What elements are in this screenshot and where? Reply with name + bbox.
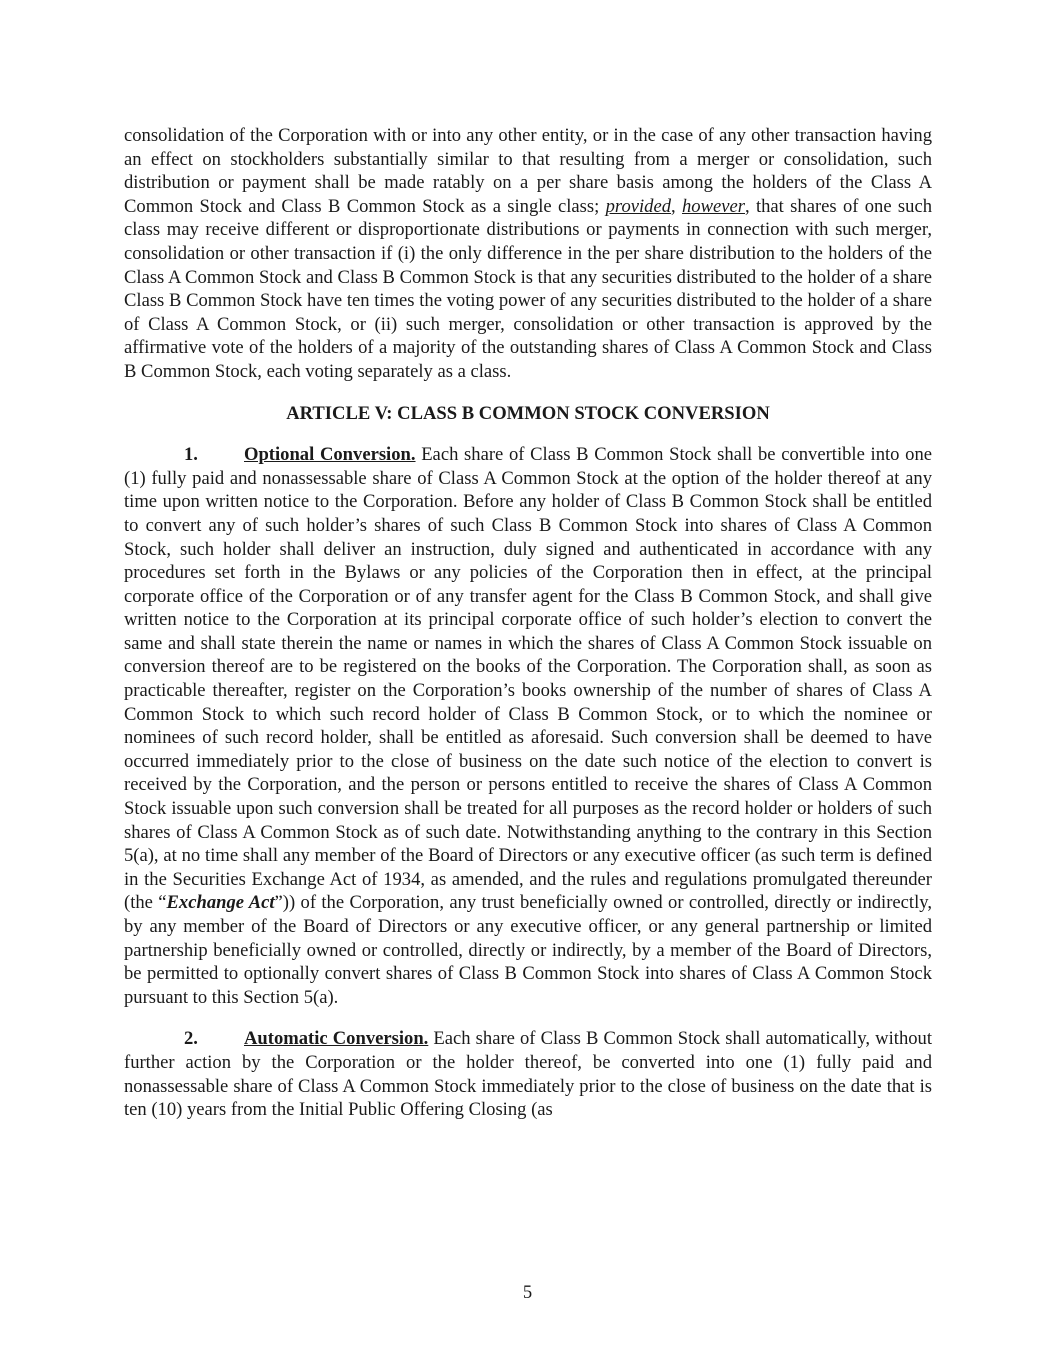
article-heading: ARTICLE V: CLASS B COMMON STOCK CONVERSION: [286, 402, 770, 424]
provided-term: provided: [605, 195, 672, 217]
section-text-2: ”)) of the Corporation, any trust beneficially owned or controlled, directly or indirectly, by any member of the Board of Directors or any executive officer, or any general partnership or limited partnership beneficially owned or controlled, directly or indirectly, by a member of the Board of Directors, be permitted to optionally convert shares of Class B Common Stock into shares of Class A Common Stock pursuant to this Section 5(a).: [124, 892, 932, 1008]
section-title: Optional Conversion.: [244, 444, 416, 466]
intro-text-2: , that shares of one such class may receive different or disproportionate distributions or payments in connection with such merger, consolidation or other transaction if (i) the only difference in the per share distribution to the holders of the Class A Common Stock and Class B Common Stock is that any securities distributed to the holder of a share Class B Common Stock have ten times the voting power of any securities distributed to the holder of a share of Class A Common Stock, or (ii) such merger, consolidation or other transaction is approved by the affirmative vote of the holders of a majority of the outstanding shares of Class A Common Stock and Class B Common Stock, each voting separately as a class.: [124, 195, 932, 382]
document-page: [124, 124, 932, 1140]
section-optional-conversion: [124, 443, 932, 1009]
section-number: 2.: [184, 1028, 198, 1050]
section-number: 1.: [184, 444, 198, 466]
intro-comma: ,: [671, 195, 682, 217]
section-text: Each share of Class B Common Stock shall automatically, without further action by the Corporation or the holder thereof, be converted into one (1) fully paid and nonassessable share of Class A Common Stock immediately prior to the close of business on the date that is ten (10) years from the Initial Public Offering Closing (as: [124, 1028, 932, 1121]
however-term: however: [682, 195, 745, 217]
page-number: 5: [522, 1282, 533, 1303]
intro-text-1: consolidation of the Corporation with or into any other entity, or in the case of any other transaction having an effect on stockholders substantially similar to that resulting from a merger or consolidation, such distribution or payment shall be made ratably on a per share basis among the holders of the Class A Common Stock and Class B Common Stock as a single class;: [124, 125, 932, 217]
defined-term: Exchange Act: [166, 892, 275, 914]
section-automatic-conversion: [124, 1027, 932, 1121]
intro-paragraph: [124, 124, 932, 384]
section-text-1: Each share of Class B Common Stock shall be convertible into one (1) fully paid and nonassessable share of Class A Common Stock at the option of the holder thereof at any time upon written notice to the Corporation. Before any holder of Class B Common Stock shall be entitled to convert any of such holder’s shares of such Class B Common Stock into shares of Class A Common Stock, such holder shall deliver an instruction, duly signed and authenticated in accordance with any procedures set forth in the Bylaws or any policies of the Corporation then in effect, at the principal corporate office of the Corporation or of any transfer agent for the Class B Common Stock, and shall give written notice to the Corporation at its principal corporate office of such holder’s election to convert the same and shall state therein the name or names in which the shares of Class A Common Stock issuable on conversion thereof are to be registered on the books of the Corporation. The Corporation shall, as soon as practicable thereafter, register on the Corporation’s books ownership of the number of shares of Class A Common Stock to which such record holder of Class B Common Stock, or to which the nominee or nominees of such record holder, shall be entitled as aforesaid. Such conversion shall be deemed to have occurred immediately prior to the close of business on the date such notice of the election to convert is received by the Corporation, and the person or persons entitled to receive the shares of Class A Common Stock issuable upon such conversion shall be treated for all purposes as the record holder or holders of such shares of Class A Common Stock as of such date. Notwithstanding anything to the contrary in this Section 5(a), at no time shall any member of the Board of Directors or any executive officer (as such term is defined in the Securities Exchange Act of 1934, as amended, and the rules and regulations promulgated thereunder (the “: [124, 444, 932, 914]
section-title: Automatic Conversion.: [244, 1028, 429, 1050]
